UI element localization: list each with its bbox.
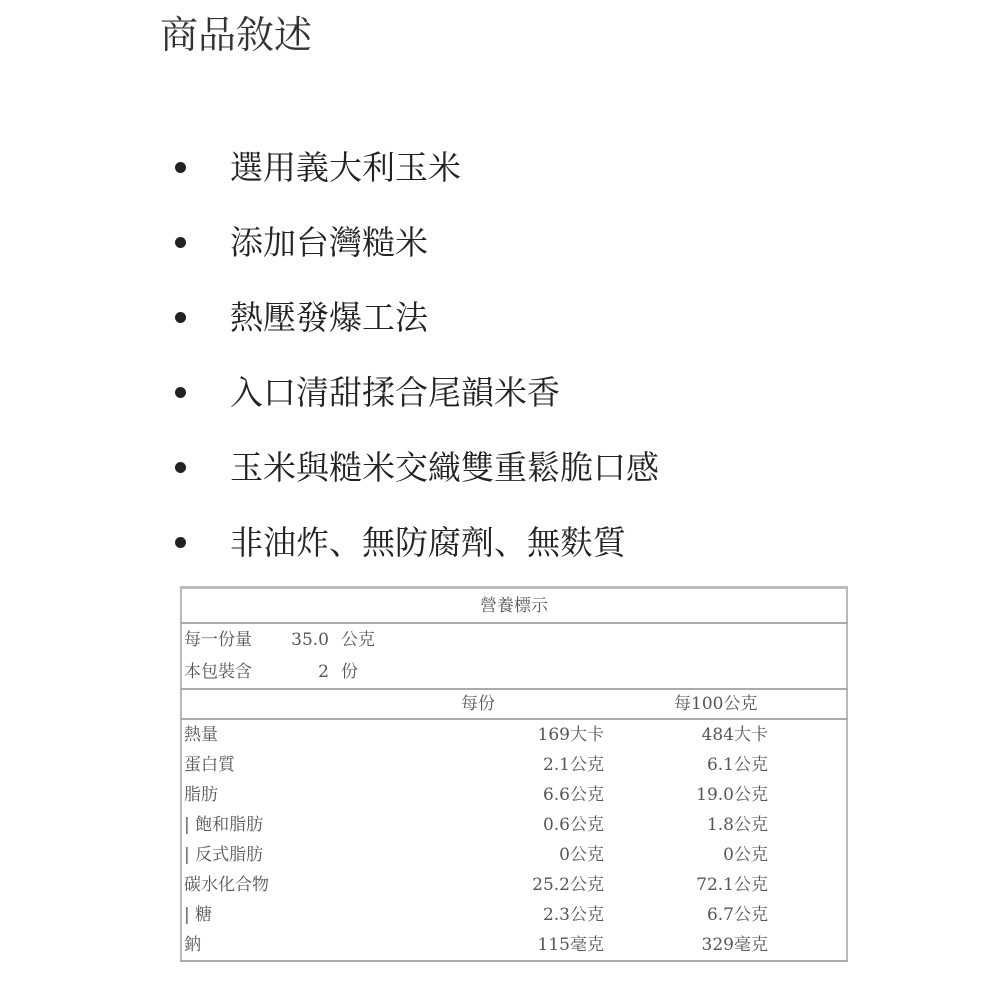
- nutrition-title: 營養標示: [181, 588, 847, 624]
- list-item-text: 熱壓發爆工法: [230, 297, 428, 337]
- nutrient-row: [181, 870, 847, 900]
- servings-row: [181, 656, 847, 689]
- nutrient-row: [181, 840, 847, 870]
- serving-size-value: 35.0: [291, 630, 329, 650]
- nutrient-per-100g: 1.8公克: [706, 815, 768, 835]
- serving-size-label: 每一份量: [184, 630, 252, 650]
- nutrient-per-serving: 0.6公克: [542, 815, 604, 835]
- nutrient-name: 熱量: [184, 725, 218, 745]
- nutrient-row: [181, 900, 847, 930]
- column-header-per-100g: 每100公克: [634, 689, 847, 719]
- nutrient-name: 碳水化合物: [184, 875, 269, 895]
- nutrient-per-100g: 6.1公克: [706, 755, 768, 775]
- bullet-icon: [175, 462, 186, 473]
- list-item-text: 非油炸、無防腐劑、無麩質: [230, 522, 626, 562]
- nutrition-title-row: [181, 588, 847, 624]
- servings-unit: 份: [331, 656, 421, 689]
- nutrient-name: 蛋白質: [184, 755, 235, 775]
- nutrient-per-serving: 2.3公克: [542, 905, 604, 925]
- nutrient-per-serving: 6.6公克: [542, 785, 604, 805]
- bullet-icon: [175, 312, 186, 323]
- list-item: [0, 430, 1000, 505]
- nutrient-per-100g: 0公克: [723, 845, 768, 865]
- column-header-per-serving: 每份: [421, 689, 634, 719]
- servings-label: 本包裝含: [181, 656, 271, 689]
- nutrient-per-serving: 25.2公克: [532, 875, 604, 895]
- bullet-icon: [175, 537, 186, 548]
- bullet-icon: [175, 387, 186, 398]
- nutrient-row: [181, 719, 847, 750]
- nutrient-per-100g: 72.1公克: [696, 875, 768, 895]
- nutrient-row: [181, 750, 847, 780]
- nutrient-row: [181, 930, 847, 961]
- empty-cell: [421, 656, 634, 689]
- nutrient-name: | 糖: [184, 905, 213, 925]
- nutrient-name: | 飽和脂肪: [184, 815, 264, 835]
- nutrient-per-100g: 19.0公克: [696, 785, 768, 805]
- nutrition-table: [180, 586, 848, 962]
- list-item-text: 添加台灣糙米: [230, 222, 428, 262]
- empty-cell: [634, 623, 847, 656]
- nutrient-per-100g: 6.7公克: [706, 905, 768, 925]
- nutrient-name: | 反式脂肪: [184, 845, 264, 865]
- nutrient-per-serving: 169大卡: [537, 725, 604, 745]
- nutrient-name: 脂肪: [184, 785, 218, 805]
- nutrient-per-serving: 115毫克: [537, 935, 604, 955]
- list-item: [0, 280, 1000, 355]
- empty-cell: [634, 656, 847, 689]
- empty-cell: [181, 689, 421, 719]
- nutrient-per-serving: 0公克: [559, 845, 604, 865]
- list-item: [0, 505, 1000, 580]
- nutrient-per-serving: 2.1公克: [542, 755, 604, 775]
- list-item-text: 玉米與糙米交織雙重鬆脆口感: [230, 447, 659, 487]
- nutrient-name: 鈉: [184, 935, 201, 955]
- serving-size-unit: 公克: [341, 630, 375, 650]
- nutrient-row: [181, 810, 847, 840]
- list-item-text: 選用義大利玉米: [230, 147, 461, 187]
- bullet-icon: [175, 162, 186, 173]
- nutrient-per-100g: 329毫克: [701, 935, 768, 955]
- list-item: [0, 130, 1000, 205]
- bullet-icon: [175, 237, 186, 248]
- empty-cell: [421, 623, 634, 656]
- feature-list: [0, 130, 1000, 580]
- servings-value: 2: [271, 656, 331, 689]
- nutrient-row: [181, 780, 847, 810]
- nutrient-per-100g: 484大卡: [701, 725, 768, 745]
- list-item: [0, 205, 1000, 280]
- page-title: 商品敘述: [160, 13, 313, 57]
- list-item: [0, 355, 1000, 430]
- column-header-row: [181, 689, 847, 719]
- list-item-text: 入口清甜揉合尾韻米香: [230, 372, 560, 412]
- serving-size-row: [181, 623, 847, 656]
